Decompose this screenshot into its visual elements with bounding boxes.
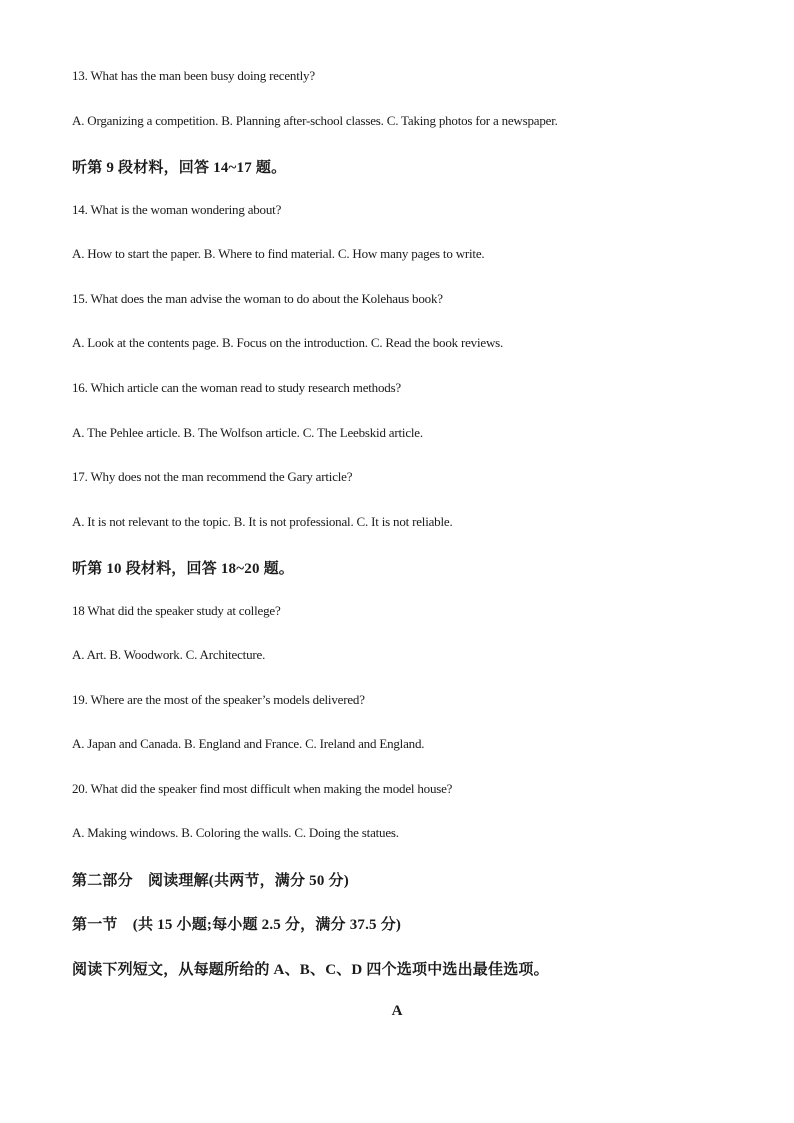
section-instruction-passage-9: 听第 9 段材料，回答 14~17 题。: [72, 160, 287, 176]
question-15-options: A. Look at the contents page. B. Focus on the introduction. C. Read the book reviews.: [72, 335, 504, 350]
question-16-options: A. The Pehlee article. B. The Wolfson article. C. The Leebskid article.: [72, 425, 423, 440]
question-16: 16. Which article can the woman read to study research methods?: [72, 380, 402, 395]
part-two-heading: 第二部分 阅读理解(共两节，满分 50 分): [72, 873, 349, 889]
question-18: 18 What did the speaker study at college?: [72, 603, 281, 618]
question-17-options: A. It is not relevant to the topic. B. It is not professional. C. It is not reliable.: [72, 514, 453, 529]
section-one-heading: 第一节 (共 15 小题;每小题 2.5 分，满分 37.5 分): [72, 917, 402, 933]
question-13: 13. What has the man been busy doing recently?: [72, 68, 315, 83]
question-20: 20. What did the speaker find most difficult when making the model house?: [72, 781, 453, 796]
question-20-options: A. Making windows. B. Coloring the walls. C. Doing the statues.: [72, 825, 399, 840]
reading-instruction: 阅读下列短文，从每题所给的 A、B、C、D 四个选项中选出最佳选项。: [72, 962, 549, 978]
section-instruction-passage-10: 听第 10 段材料，回答 18~20 题。: [72, 561, 295, 577]
question-19: 19. Where are the most of the speaker’s models delivered?: [72, 692, 365, 707]
question-13-options: A. Organizing a competition. B. Planning after-school classes. C. Taking photos for a newspaper.: [72, 113, 558, 128]
question-19-options: A. Japan and Canada. B. England and France. C. Ireland and England.: [72, 736, 425, 751]
question-14: 14. What is the woman wondering about?: [72, 202, 282, 217]
passage-label: A: [391, 1003, 403, 1019]
question-17: 17. Why does not the man recommend the Gary article?: [72, 469, 353, 484]
question-15: 15. What does the man advise the woman to do about the Kolehaus book?: [72, 291, 443, 306]
question-14-options: A. How to start the paper. B. Where to find material. C. How many pages to write.: [72, 246, 485, 261]
question-18-options: A. Art. B. Woodwork. C. Architecture.: [72, 647, 266, 662]
